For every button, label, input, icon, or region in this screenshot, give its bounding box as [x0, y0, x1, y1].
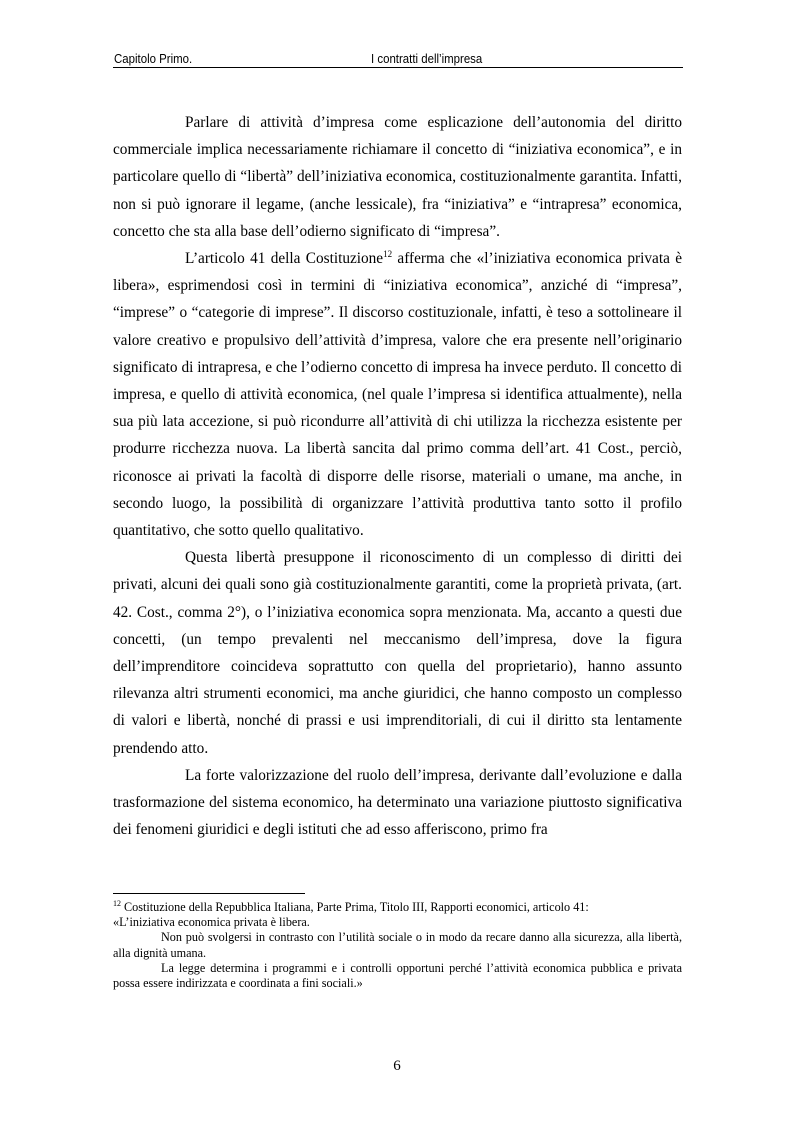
paragraph-4: La forte valorizzazione del ruolo dell’impresa, derivante dall’evoluzione e dalla trasformazione del sistema economico, ha determinato una variazione piuttosto significativa dei fenomeni giuridici e degli istituti che ad esso afferiscono, primo fra: [113, 766, 682, 839]
paragraph-3: Questa libertà presuppone il riconoscimento di un complesso di diritti dei privati, alcuni dei quali sono già costituzionalmente garantiti, come la proprietà privata, (art. 42. Cost., comma 2°), o l’iniziativa economica sopra menzionata. Ma, accanto a questi due concetti, (un tempo prevalenti nel meccanismo dell’impresa, dove la figura dell’imprenditore coincideva soprattutto con quella del proprietario), hanno assunto rilevanza altri strumenti economici, ma anche giuridici, che hanno composto un complesso di valori e libertà, nonché di prassi e usi imprenditoriali, di cui il diritto sta lentamente prendendo atto.: [113, 549, 682, 757]
paragraph-2: [113, 245, 682, 544]
footnote-line-2: «L’iniziativa economica privata è libera.: [113, 915, 310, 930]
paragraph-2-rest: afferma che «l’iniziativa economica privata è libera», esprimendosi così in termini di “iniziativa economica”, anziché di “impresa”, “imprese” o “categorie di imprese”. Il discorso costituzionale, infatti, è teso a sottolineare il valore creativo e propulsivo dell’attività d’impresa, valore che era presente nell’originario significato di intrapresa, e che l’odierno concetto di impresa ha invece perduto. Il concetto di impresa, e quello di attività economica, (nel quale l’impresa si identifica attualmente), nella sua più lata accezione, si può ricondurre all’attività di chi utilizza la ricchezza esistente per produrre ricchezza nuova. La libertà sancita dal primo comma dell’art. 41 Cost., perciò, riconosce ai privati la facoltà di disporre delle risorse, materiali o umane, ma anche, in secondo luogo, la possibilità di organizzare l’attività produttiva tanto sotto il profilo quantitativo, che sotto quello qualitativo.: [113, 250, 682, 540]
chapter-title: Capitolo Primo.: [114, 51, 193, 66]
footnote-reference[interactable]: 12: [383, 249, 393, 260]
paragraph-2-start: L’articolo 41 della Costituzione: [185, 250, 384, 268]
footnote-source: Costituzione della Repubblica Italiana, Parte Prima, Titolo III, Rapporti economici, articolo 41:: [121, 900, 589, 914]
footnote-line-4: La legge determina i programmi e i controlli opportuni perché l’attività economica pubblica e privata possa essere indirizzata e coordinata a fini sociali.»: [113, 960, 682, 991]
running-header: [113, 51, 683, 67]
footnote-line-3: Non può svolgersi in contrasto con l’utilità sociale o in modo da recare danno alla sicurezza, alla libertà, alla dignità umana.: [113, 930, 682, 960]
page-number: 6: [393, 1058, 401, 1074]
section-title: I contratti dell’impresa: [371, 51, 483, 66]
footnote-divider: [113, 893, 305, 894]
paragraph-1: Parlare di attività d’impresa come esplicazione dell’autonomia del diritto commerciale implica necessariamente richiamare il concetto di “iniziativa economica”, e in particolare quello di “libertà” dell’iniziativa economica, costituzionalmente garantita. Infatti, non si può ignorare il legame, (anche lessicale), fra “iniziativa” e “intrapresa” economica, concetto che sta alla base dell’odierno significato di “impresa”.: [113, 114, 682, 240]
footnote-line-1: [113, 900, 682, 915]
header-divider: [113, 67, 683, 68]
main-text: [113, 109, 682, 843]
footnote-number: 12: [113, 899, 121, 908]
footnote: [113, 900, 682, 991]
